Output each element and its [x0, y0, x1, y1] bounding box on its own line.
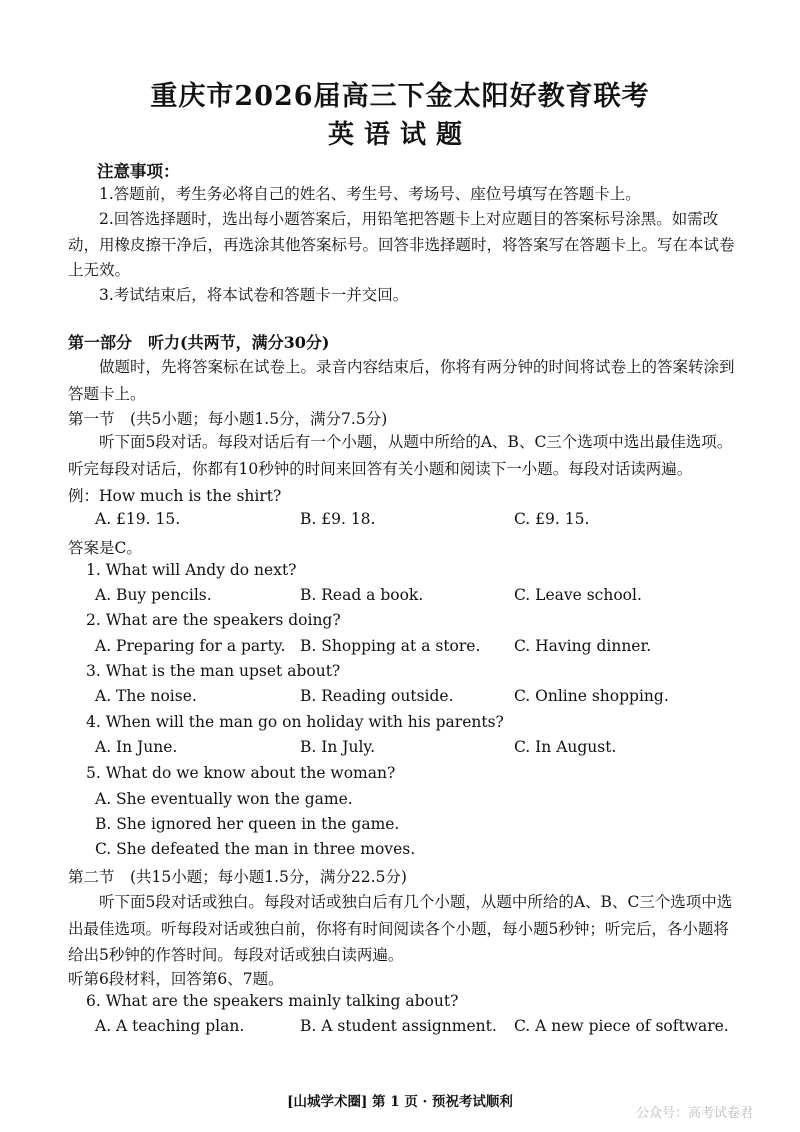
notice-item-1: 1.答题前，考生务必将自己的姓名、考生号、考场号、座位号填写在答题卡上。 — [99, 185, 641, 203]
question-6: 6. What are the speakers mainly talking about? — [86, 992, 459, 1010]
page-footer: [山城学术圈] 第 1 页 · 预祝考试顺利 — [287, 1094, 513, 1110]
question-6-option-c: C. A new piece of software. — [514, 1017, 729, 1035]
question-2-option-c: C. Having dinner. — [514, 637, 652, 655]
example-option-c: C. £9. 15. — [514, 510, 590, 528]
section1-heading: 第一节 (共5小题；每小题1.5分，满分7.5分) — [68, 410, 388, 428]
example-option-b: B. £9. 18. — [300, 510, 376, 528]
question-5-option-b: B. She ignored her queen in the game. — [95, 815, 400, 833]
watermark: 公众号：高考试卷君 — [636, 1106, 754, 1121]
section2-heading: 第二节 (共15小题；每小题1.5分，满分22.5分) — [68, 868, 407, 886]
question-1-option-a: A. Buy pencils. — [95, 586, 212, 604]
material-6-note: 听第6段材料，回答第6、7题。 — [68, 970, 284, 988]
question-4: 4. When will the man go on holiday with his parents? — [86, 713, 504, 731]
question-2: 2. What are the speakers doing? — [86, 611, 341, 629]
question-6-option-b: B. A student assignment. — [300, 1017, 497, 1035]
question-6-option-a: A. A teaching plan. — [95, 1017, 245, 1035]
question-5-option-a: A. She eventually won the game. — [95, 790, 353, 808]
question-3-option-b: B. Reading outside. — [300, 687, 454, 705]
question-3: 3. What is the man upset about? — [86, 662, 341, 680]
question-4-option-c: C. In August. — [514, 738, 617, 756]
question-5-option-c: C. She defeated the man in three moves. — [95, 840, 416, 858]
notice-item-2: 2.回答选择题时，选出每小题答案后，用铅笔把答题卡上对应题目的答案标号涂黑。如需改动，用橡皮擦干净后，再选涂其他答案标号。回答非选择题时，将答案写在答题卡上。写在本试卷上无效。 — [68, 210, 735, 279]
question-4-option-a: A. In June. — [95, 738, 178, 756]
section1-instructions: 听下面5段对话。每段对话后有一个小题，从题中所给的A、B、C三个选项中选出最佳选项。听完每段对话后，你都有10秒钟的时间来回答有关小题和阅读下一小题。每段对话读两遍。 — [68, 433, 733, 478]
question-4-option-b: B. In July. — [300, 738, 376, 756]
question-1-option-b: B. Read a book. — [300, 586, 424, 604]
question-5: 5. What do we know about the woman? — [86, 764, 396, 782]
question-3-option-c: C. Online shopping. — [514, 687, 669, 705]
notice-item-3: 3.考试结束后，将本试卷和答题卡一并交回。 — [99, 286, 409, 304]
question-3-option-a: A. The noise. — [95, 687, 197, 705]
example-answer: 答案是C。 — [68, 539, 142, 557]
question-1: 1. What will Andy do next? — [86, 561, 297, 579]
question-2-option-a: A. Preparing for a party. — [95, 637, 286, 655]
example-question: 例：How much is the shirt? — [68, 487, 282, 505]
question-2-option-b: B. Shopping at a store. — [300, 637, 481, 655]
example-option-a: A. £19. 15. — [95, 510, 181, 528]
exam-subtitle: 英语试题 — [327, 120, 472, 150]
exam-title: 重庆市2026届高三下金太阳好教育联考 — [150, 81, 650, 112]
part1-intro: 做题时，先将答案标在试卷上。录音内容结束后，你将有两分钟的时间将试卷上的答案转涂到答题卡上。 — [68, 358, 735, 403]
section2-instructions: 听下面5段对话或独白。每段对话或独白后有几个小题，从题中所给的A、B、C三个选项中选出最佳选项。听每段对话或独白前，你将有时间阅读各个小题，每小题5秒钟；听完后，各小题将给出5秒钟的作答时间。每段对话或独白读两遍。 — [68, 893, 733, 964]
question-1-option-c: C. Leave school. — [514, 586, 642, 604]
part1-heading: 第一部分 听力(共两节，满分30分) — [68, 333, 330, 352]
notice-heading: 注意事项： — [97, 162, 180, 181]
